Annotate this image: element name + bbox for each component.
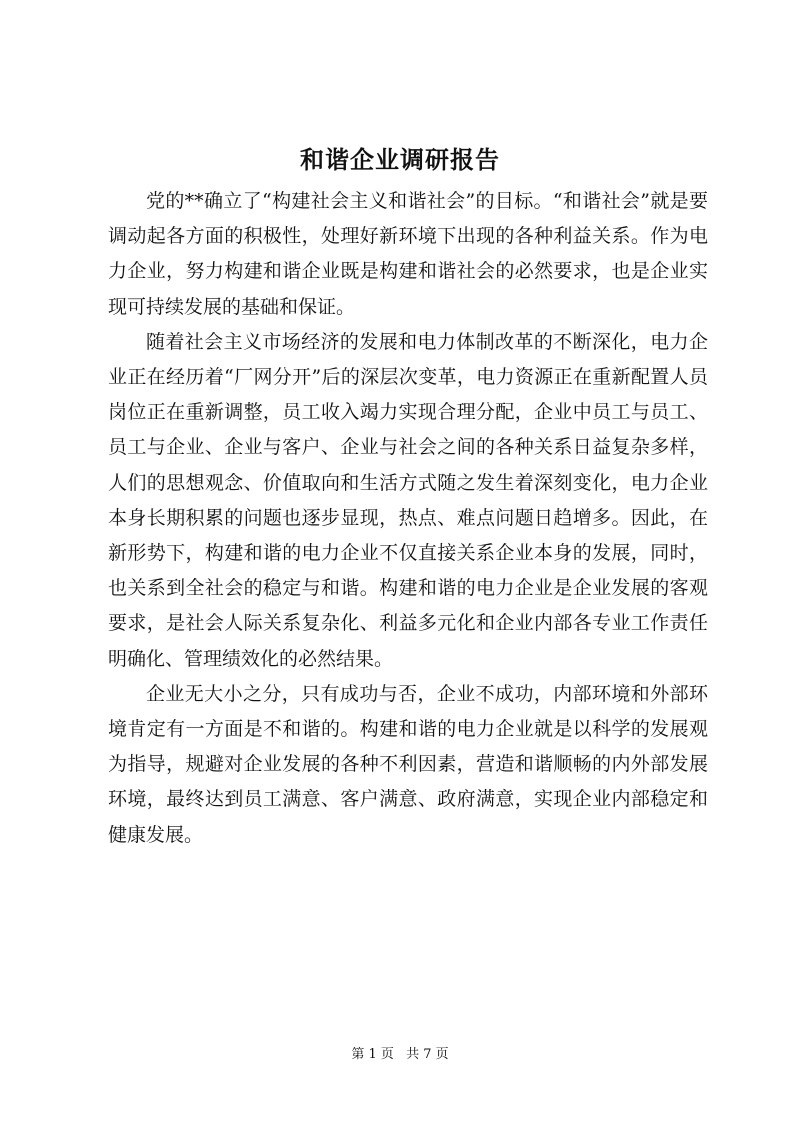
- paragraph-1: 党的**确立了“构建社会主义和谐社会”的目标。“和谐社会”就是要调动起各方面的积极性，处理好新环境下出现的各种利益关系。作为电力企业，努力构建和谐企业既是构建和谐社会的必然要求，也是企业实现可持续发展的基础和保证。: [108, 190, 708, 318]
- document-title: 和谐企业调研报告: [300, 145, 500, 174]
- paragraph-3: 企业无大小之分，只有成功与否，企业不成功，内部环境和外部环境肯定有一方面是不和谐的。构建和谐的电力企业就是以科学的发展观为指导，规避对企业发展的各种不利因素，营造和谐顺畅的内外部发展环境，最终达到员工满意、客户满意、政府满意，实现企业内部稳定和健康发展。: [108, 682, 708, 846]
- page-number: 第 1 页: [351, 1047, 394, 1062]
- document-body: [108, 184, 708, 853]
- paragraph-2: 随着社会主义市场经济的发展和电力体制改革的不断深化，电力企业正在经历着“厂网分开”后的深层次变革，电力资源正在重新配置人员岗位正在重新调整，员工收入竭力实现合理分配，企业中员工与员工、员工与企业、企业与客户、企业与社会之间的各种关系日益复杂多样，人们的思想观念、价值取向和生活方式随之发生着深刻变化，电力企业本身长期积累的问题也逐步显现，热点、难点问题日趋增多。因此，在新形势下，构建和谐的电力企业不仅直接关系企业本身的发展，同时，也关系到全社会的稳定与和谐。构建和谐的电力企业是企业发展的客观要求，是社会人际关系复杂化、利益多元化和企业内部各专业工作责任明确化、管理绩效化的必然结果。: [108, 330, 708, 670]
- page-total: 共 7 页: [406, 1047, 449, 1062]
- page-footer: [0, 1046, 800, 1064]
